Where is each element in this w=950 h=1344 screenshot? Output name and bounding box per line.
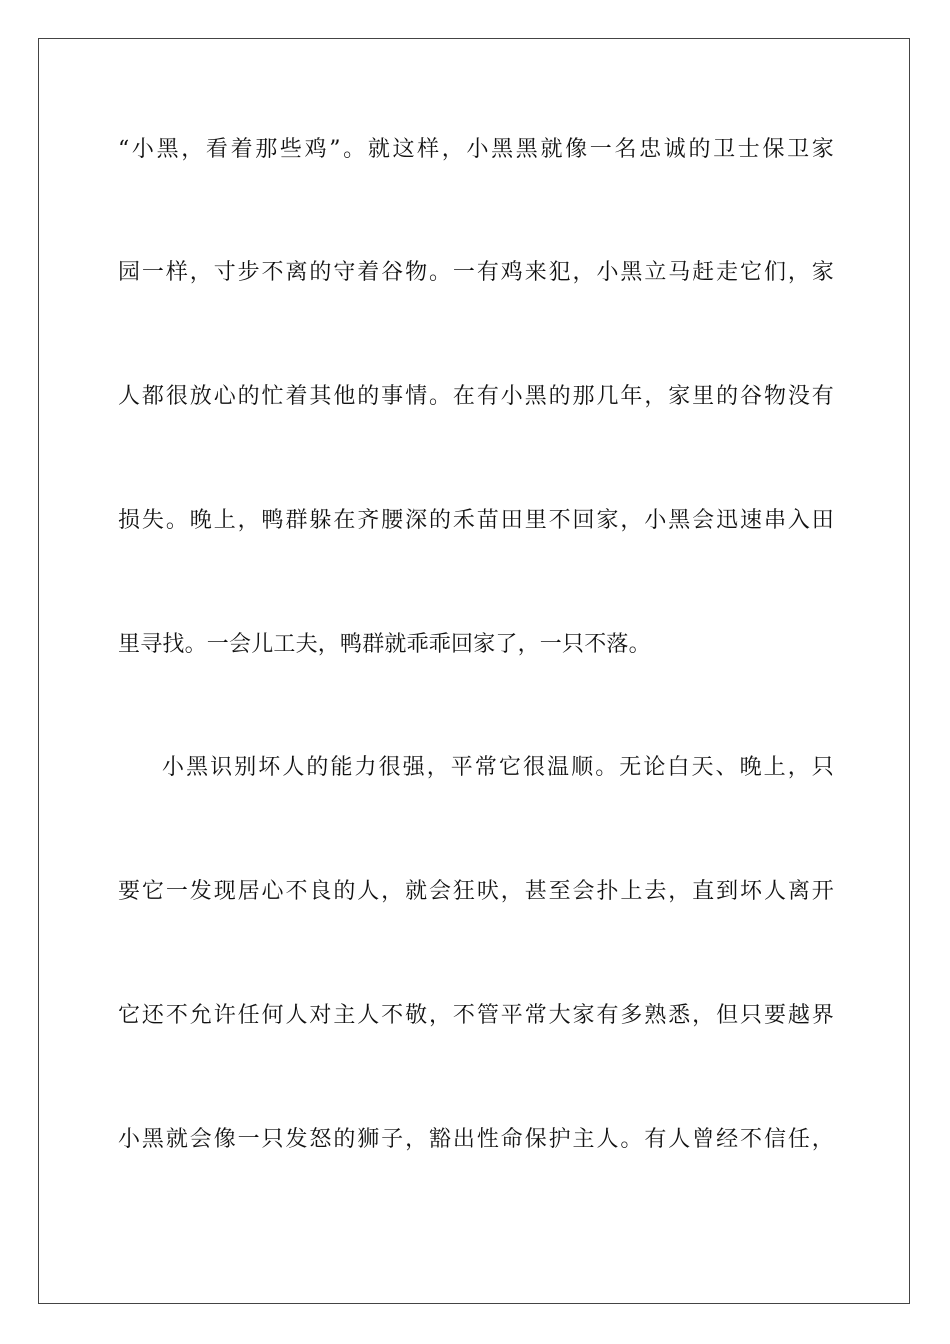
text-line: 要它一发现居心不良的人，就会狂吠，甚至会扑上去，直到坏人离开 xyxy=(118,879,834,904)
text-line: 园一样，寸步不离的守着谷物。一有鸡来犯，小黑立马赶走它们，家 xyxy=(118,260,834,285)
page-border xyxy=(38,38,910,1304)
text-line: 人都很放心的忙着其他的事情。在有小黑的那几年，家里的谷物没有 xyxy=(118,384,834,409)
text-line: 小黑就会像一只发怒的狮子，豁出性命保护主人。有人曾经不信任， xyxy=(118,1127,834,1152)
text-line: “小黑，看着那些鸡”。就这样，小黑黑就像一名忠诚的卫士保卫家 xyxy=(118,137,834,162)
text-line: 它还不允许任何人对主人不敬，不管平常大家有多熟悉，但只要越界 xyxy=(118,1003,834,1028)
paragraph-first-line: 小黑识别坏人的能力很强，平常它很温顺。无论白天、晚上，只 xyxy=(162,755,834,780)
text-line: 里寻找。一会儿工夫，鸭群就乖乖回家了，一只不落。 xyxy=(118,632,651,657)
text-line: 损失。晚上，鸭群躲在齐腰深的禾苗田里不回家，小黑会迅速串入田 xyxy=(118,508,834,533)
